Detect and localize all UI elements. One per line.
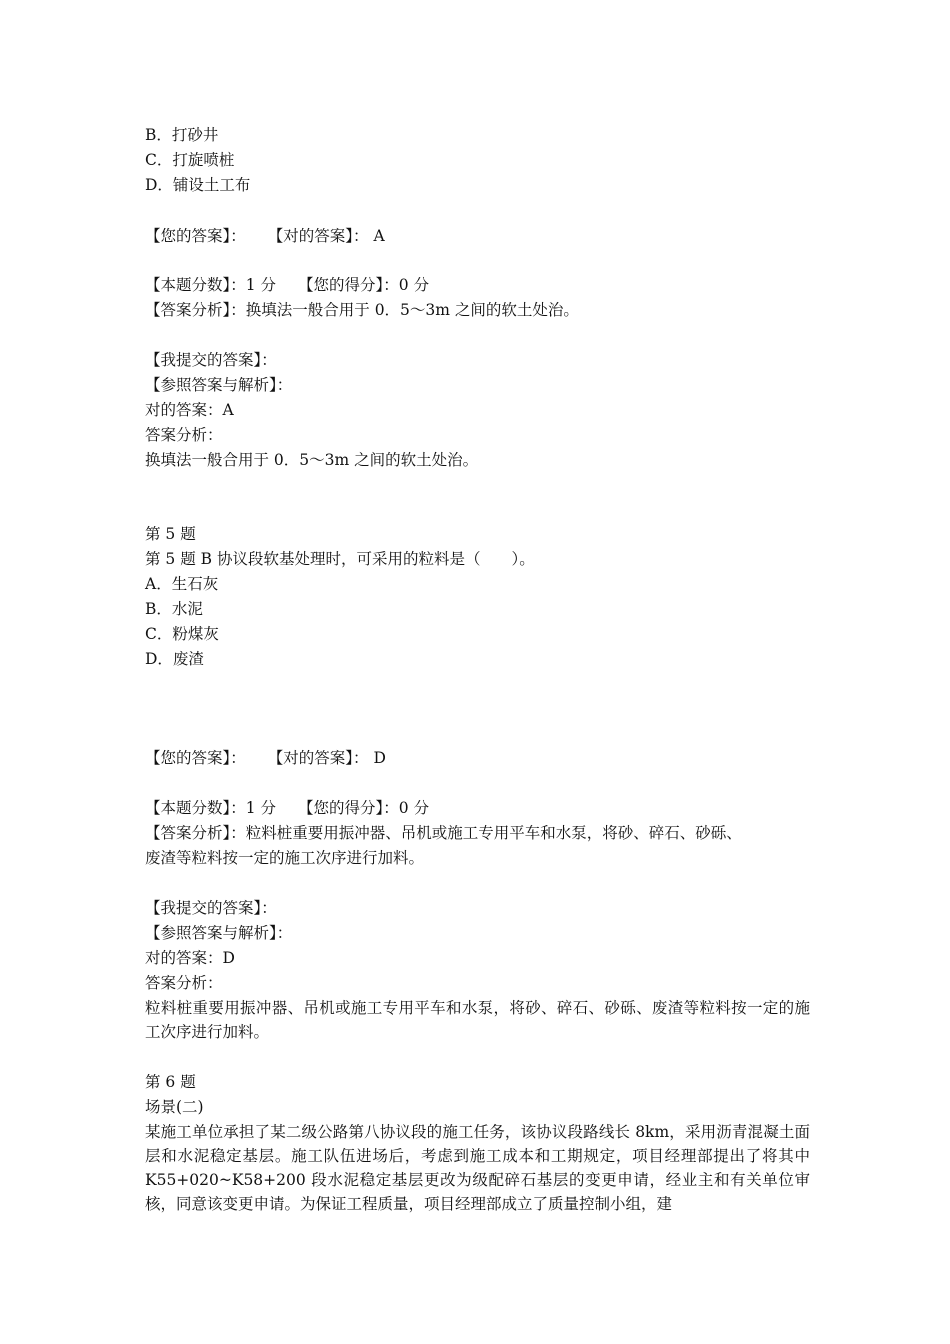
- ref-correct: 对的答案：A: [145, 401, 234, 419]
- option-d: D．铺设土工布: [145, 176, 251, 194]
- score-label: 【本题分数】：1 分: [145, 799, 277, 817]
- option-d: D．废渣: [145, 650, 204, 668]
- ref-correct: 对的答案：D: [145, 949, 235, 967]
- submitted-label: 【我提交的答案】：: [145, 899, 277, 917]
- ref-analysis: 换填法一般合用于 0．5～3m 之间的软土处治。: [145, 451, 479, 469]
- ref-analysis-label: 答案分析：: [145, 974, 223, 992]
- answer-line: [145, 224, 385, 248]
- analysis-text: 换填法一般合用于 0．5～3m 之间的软土处治。: [245, 301, 579, 319]
- option-b: B．水泥: [145, 600, 203, 618]
- your-answer-label: 【您的答案】：: [145, 749, 246, 767]
- analysis-line: [145, 821, 742, 845]
- scene-text: 某施工单位承担了某二级公路第八协议段的施工任务，该协议段路线长 8km，采用沥青混凝土面层和水泥稳定基层。施工队伍进场后，考虑到施工成本和工期规定，项目经理部提出了将其中 K55+020~K58+200 段水泥稳定基层更改为级配碎石基层的变更申请，经业主和有关单位审核，同意该变更申请。为保证工程质量，项目经理部成立了质量控制小组，建: [145, 1123, 810, 1213]
- correct-answer-label: 【对的答案】：: [267, 227, 369, 245]
- reference-label: 【参照答案与解析】：: [145, 376, 293, 394]
- score-label: 【本题分数】：1 分: [145, 276, 277, 294]
- your-score-label: 【您的得分】：0 分: [298, 799, 430, 817]
- analysis-label: 【答案分析】：: [145, 824, 246, 842]
- correct-answer-value: A: [373, 227, 385, 245]
- correct-answer-value: D: [373, 749, 386, 767]
- question-text: 第 5 题 B 协议段软基处理时，可采用的粒料是（ ）。: [145, 550, 535, 568]
- answer-line: [145, 746, 386, 770]
- reference-label: 【参照答案与解析】：: [145, 924, 293, 942]
- your-answer-label: 【您的答案】：: [145, 227, 246, 245]
- score-line: [145, 796, 429, 820]
- submitted-label: 【我提交的答案】：: [145, 351, 277, 369]
- analysis-text-cont: 废渣等粒料按一定的施工次序进行加料。: [145, 849, 425, 867]
- your-score-label: 【您的得分】：0 分: [298, 276, 430, 294]
- ref-analysis: 粒料桩重要用振冲器、吊机或施工专用平车和水泵，将砂、碎石、砂砾、废渣等粒料按一定的施工次序进行加料。: [145, 999, 810, 1041]
- option-c: C．粉煤灰: [145, 625, 219, 643]
- scene-title: 场景(二): [145, 1098, 204, 1116]
- option-b: B．打砂井: [145, 126, 219, 144]
- analysis-label: 【答案分析】：: [145, 301, 246, 319]
- question-number: 第 5 题: [145, 525, 196, 543]
- analysis-line: [145, 298, 579, 322]
- ref-analysis-label: 答案分析：: [145, 426, 223, 444]
- score-line: [145, 273, 429, 297]
- question-number: 第 6 题: [145, 1073, 196, 1091]
- correct-answer-label: 【对的答案】：: [267, 749, 369, 767]
- option-a: A．生石灰: [145, 575, 219, 593]
- analysis-text: 粒料桩重要用振冲器、吊机或施工专用平车和水泵，将砂、碎石、砂砾、: [245, 824, 742, 842]
- option-c: C．打旋喷桩: [145, 151, 235, 169]
